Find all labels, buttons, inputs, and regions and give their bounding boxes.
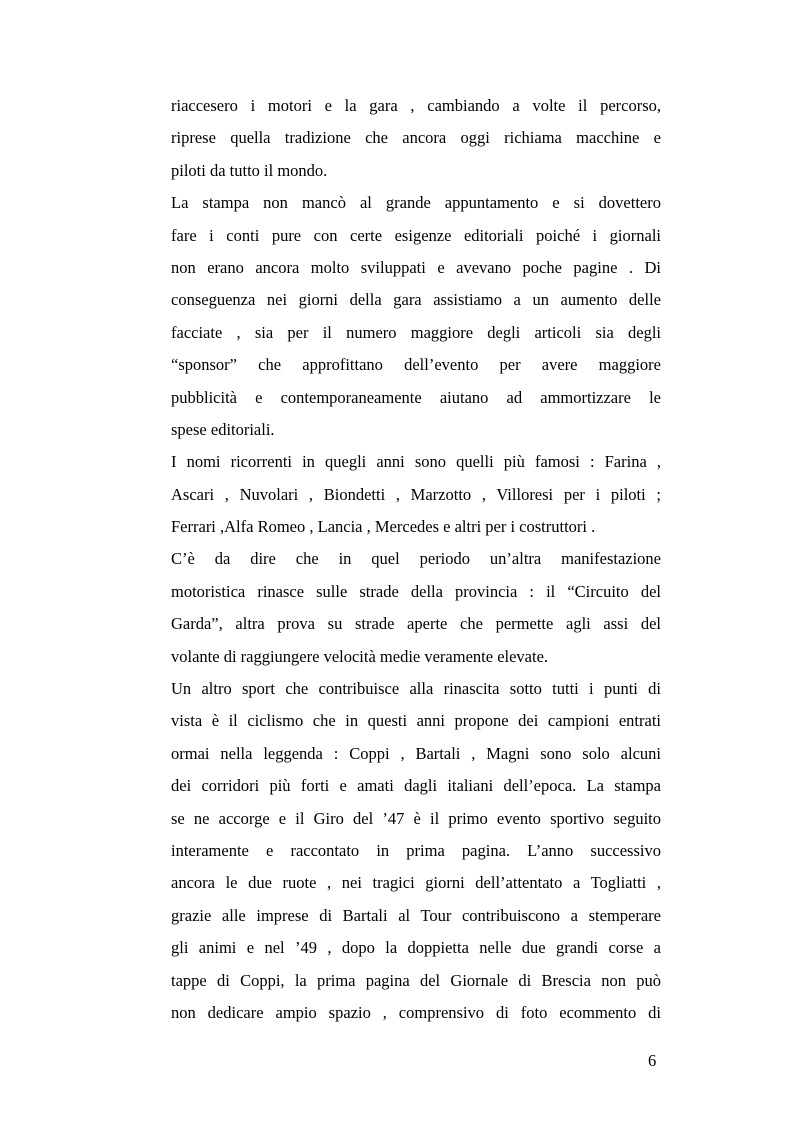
text-line: pubblicità e contemporaneamente aiutano ad ammortizzare le xyxy=(171,387,661,407)
text-line: riprese quella tradizione che ancora oggi richiama macchine e xyxy=(171,128,661,148)
text-line: I nomi ricorrenti in quegli anni sono quelli più famosi : Farina , xyxy=(171,452,661,472)
text-line: motoristica rinasce sulle strade della provincia : il “Circuito del xyxy=(171,581,661,601)
text-line: piloti da tutto il mondo. xyxy=(171,160,328,180)
text-line: Un altro sport che contribuisce alla rinascita sotto tutti i punti di xyxy=(171,679,661,699)
body-text xyxy=(171,90,661,1029)
text-line: “sponsor” che approfittano dell’evento per avere maggiore xyxy=(171,355,661,375)
text-line: spese editoriali. xyxy=(171,419,275,439)
text-line: dei corridori più forti e amati dagli italiani dell’epoca. La stampa xyxy=(171,776,661,796)
paragraph-p3 xyxy=(171,446,661,543)
text-line: grazie alle imprese di Bartali al Tour contribuiscono a stemperare xyxy=(171,905,661,925)
text-line: fare i conti pure con certe esigenze editoriali poiché i giornali xyxy=(171,225,661,245)
text-line: ormai nella leggenda : Coppi , Bartali , Magni sono solo alcuni xyxy=(171,743,661,763)
text-line: Ferrari ,Alfa Romeo , Lancia , Mercedes e altri per i costruttori . xyxy=(171,517,596,537)
text-line: volante di raggiungere velocità medie veramente elevate. xyxy=(171,646,549,666)
text-line: Garda”, altra prova su strade aperte che permette agli assi del xyxy=(171,614,661,634)
text-line: facciate , sia per il numero maggiore degli articoli sia degli xyxy=(171,322,661,342)
text-line: ancora le due ruote , nei tragici giorni dell’attentato a Togliatti , xyxy=(171,873,661,893)
text-line: Ascari , Nuvolari , Biondetti , Marzotto , Villoresi per i piloti ; xyxy=(171,484,661,504)
text-line: non dedicare ampio spazio , comprensivo di foto ecommento di xyxy=(171,1002,661,1022)
text-line: conseguenza nei giorni della gara assistiamo a un aumento delle xyxy=(171,290,661,310)
text-line: se ne accorge e il Giro del ’47 è il primo evento sportivo seguito xyxy=(171,808,661,828)
text-line: tappe di Coppi, la prima pagina del Giornale di Brescia non può xyxy=(171,970,661,990)
text-line: riaccesero i motori e la gara , cambiando a volte il percorso, xyxy=(171,96,661,115)
text-line: interamente e raccontato in prima pagina. L’anno successivo xyxy=(171,840,661,860)
text-line: non erano ancora molto sviluppati e avevano poche pagine . Di xyxy=(171,257,661,277)
text-line: gli animi e nel ’49 , dopo la doppietta nelle due grandi corse a xyxy=(171,938,661,958)
text-line: vista è il ciclismo che in questi anni propone dei campioni entrati xyxy=(171,711,661,731)
text-line: La stampa non mancò al grande appuntamento e si dovettero xyxy=(171,193,661,213)
paragraph-p5 xyxy=(171,673,661,1029)
paragraph-p4 xyxy=(171,543,661,673)
paragraph-p1 xyxy=(171,90,661,187)
page-number: 6 xyxy=(648,1051,657,1070)
paragraph-p2 xyxy=(171,187,661,446)
text-line: C’è da dire che in quel periodo un’altra manifestazione xyxy=(171,549,661,569)
